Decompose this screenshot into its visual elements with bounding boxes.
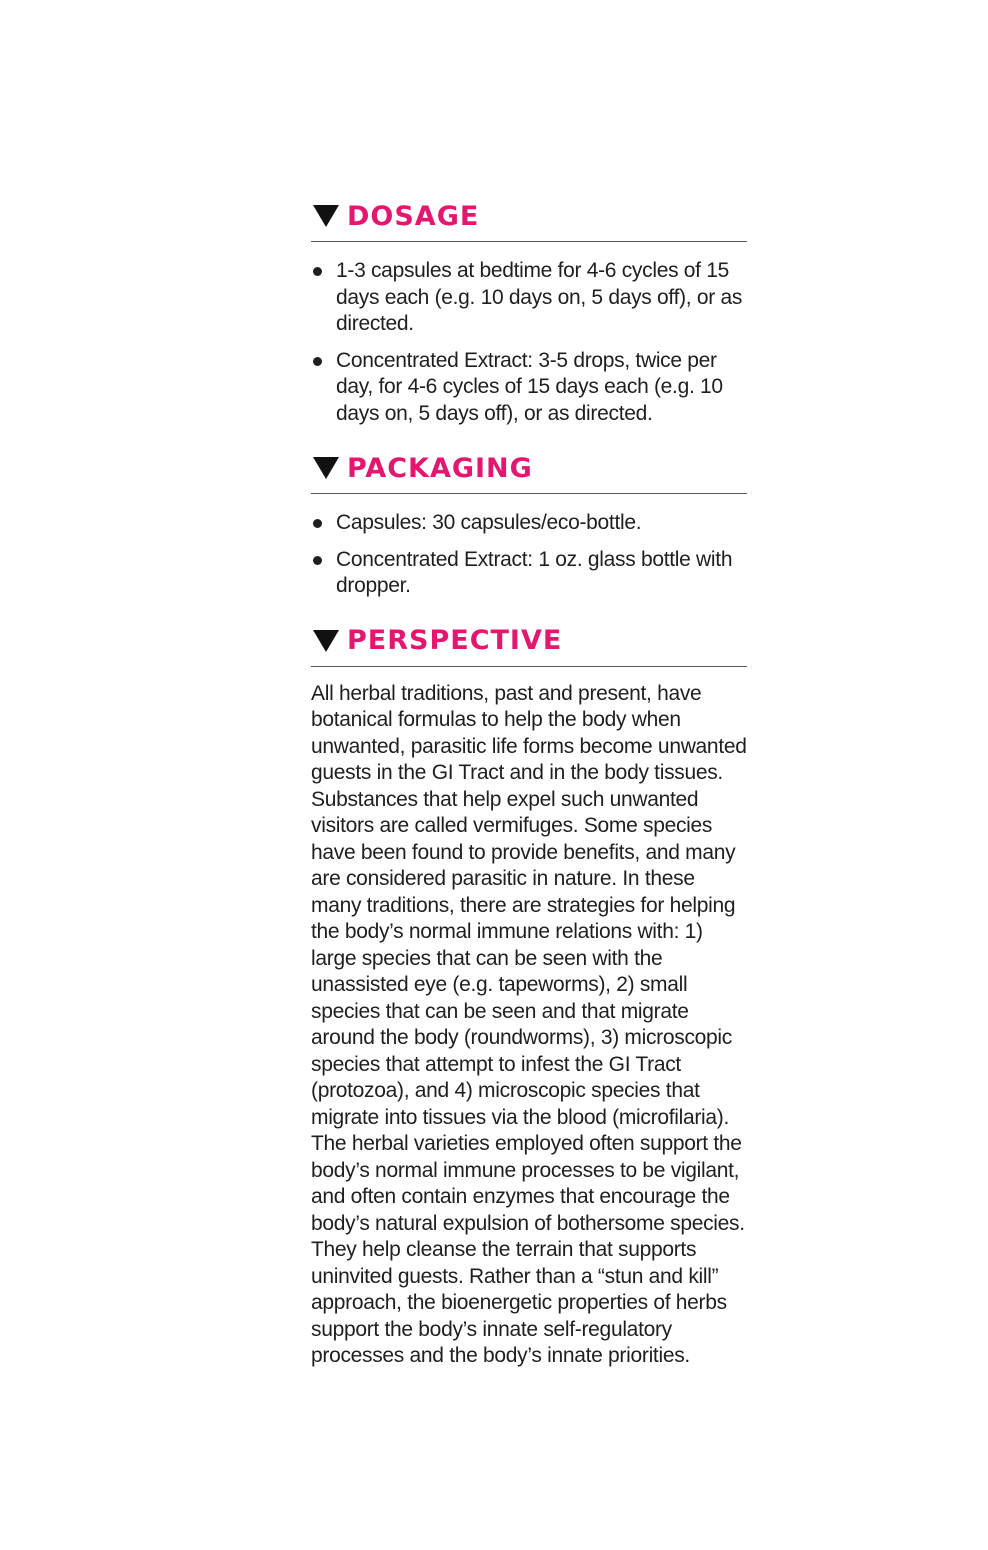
list-item-text: Concentrated Extract: 3-5 drops, twice per day, for 4-6 cycles of 15 days each (e.g. 10 days on, 5 days off), or as directed. [336,348,723,425]
list-item-text: 1-3 capsules at bedtime for 4-6 cycles of 15 days each (e.g. 10 days on, 5 days off), or as directed. [336,259,743,335]
perspective-heading-label: PERSPECTIVE [347,625,563,656]
list-item [311,547,747,600]
triangle-down-icon [313,630,339,652]
info-column [311,196,747,1370]
packaging-section [311,448,747,600]
packaging-heading [311,448,747,488]
dosage-heading [311,196,747,236]
packaging-list [311,510,747,600]
bullet-dot-icon [313,267,322,276]
dosage-heading-label: DOSAGE [347,200,480,232]
list-item [311,348,747,428]
bullet-dot-icon [313,519,322,528]
section-divider [311,666,747,667]
dosage-list [311,258,747,427]
perspective-body: All herbal traditions, past and present, have botanical formulas to help the body when unwanted, parasitic life forms become unwanted guests in the GI Tract and in the body tissues. Substances that help expel such unwanted visitors are called vermifuges. Some species have been found to provide benefits, and many are considered parasitic in nature. In these many traditions, there are strategies for helping the body’s normal immune relations with: 1) large species that can be seen with the unassisted eye (e.g. tapeworms), 2) small species that can be seen and that migrate around the body (roundworms), 3) microscopic species that attempt to infest the GI Tract (protozoa), and 4) microscopic species that migrate into tissues via the blood (microfilaria). The herbal varieties employed often support the body’s normal immune processes to be vigilant, and often contain enzymes that encourage the body’s natural expulsion of bothersome species. They help cleanse the terrain that supports uninvited guests. Rather than a “stun and kill” approach, the bioenergetic properties of herbs support the body’s innate self-regulatory processes and the body’s innate priorities. [311,681,747,1367]
section-divider [311,241,747,242]
dosage-section [311,196,747,427]
list-item-text: Concentrated Extract: 1 oz. glass bottle with dropper. [336,547,733,597]
packaging-heading-label: PACKAGING [347,452,533,484]
list-item [311,510,747,537]
perspective-section [311,621,747,1370]
perspective-heading [311,621,747,661]
triangle-down-icon [313,457,339,479]
list-item-text: Capsules: 30 capsules/eco-bottle. [336,511,642,534]
list-item [311,258,747,338]
bullet-dot-icon [313,556,322,565]
bullet-dot-icon [313,357,322,366]
triangle-down-icon [313,205,339,227]
section-divider [311,493,747,494]
